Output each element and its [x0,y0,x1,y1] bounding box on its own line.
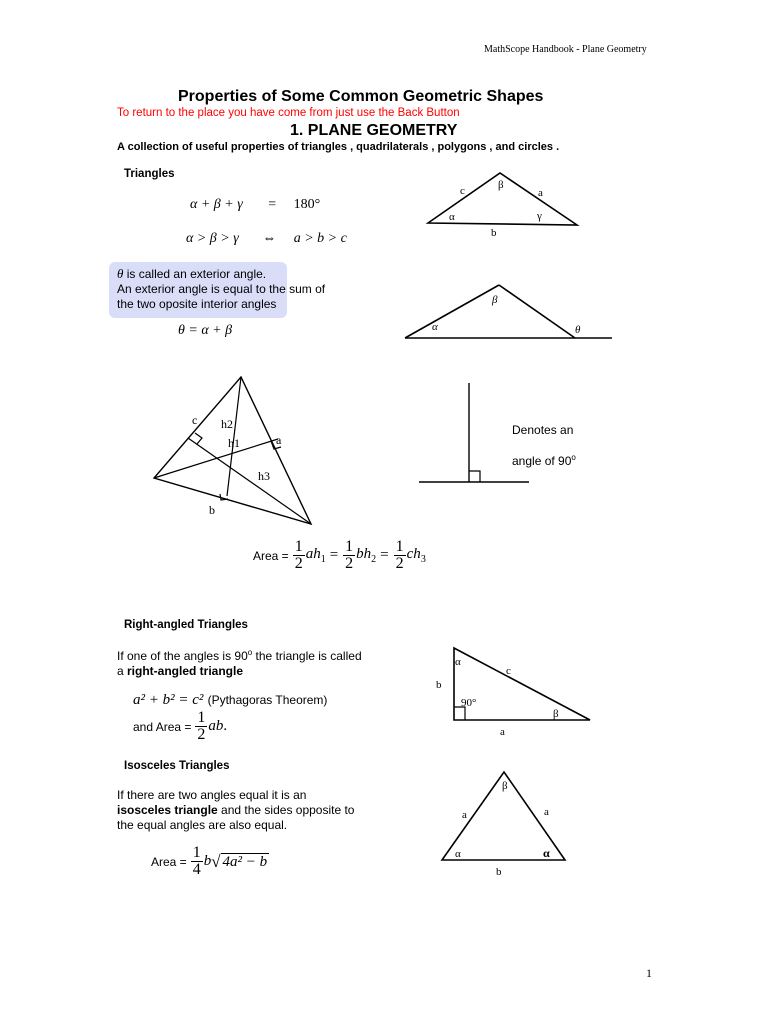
right-angled-area-formula: and Area = $\frac{1}{2}$ ab . [133,709,228,743]
running-header: MathScope Handbook - Plane Geometry [484,44,647,55]
exterior-angle-text: θ is called an exterior angle. An exterior angle is equal to the sum of the two oposite interior angles [117,266,326,311]
label-b-right: b [436,679,442,691]
label-alpha-left-iso: α [455,848,461,860]
exterior-angle-formula: θ = α + β [178,323,233,338]
right-angled-triangle-figure [430,640,600,740]
label-alpha-right-iso: α [543,846,550,860]
label-beta: β [498,179,504,191]
label-b-iso: b [496,866,502,878]
label-alpha: α [449,211,455,223]
exterior-angle-figure [400,280,620,350]
isosceles-text: If there are two angles equal it is an isosceles triangle and the sides opposite to the equal angles are also equal. [117,788,355,832]
label-beta-right: β [553,708,559,720]
right-angled-heading: Right-angled Triangles [124,619,248,631]
label-a: a [538,187,543,199]
label-alpha-right: α [455,656,461,668]
isosceles-heading: Isosceles Triangles [124,760,230,772]
page-number: 1 [646,966,652,980]
label-h3: h3 [258,469,270,483]
label-a-left-iso: a [462,809,467,821]
label-a-alt: a [276,433,282,447]
label-beta-iso: β [502,780,508,792]
right-angle-note: Denotes an angle of 90$^o$ [512,423,576,468]
label-c-right: c [506,665,511,677]
label-alpha-ext: α [432,321,438,333]
pythagoras-formula: a² + b² = c² (Pythagoras Theorem) [133,692,328,708]
angle-sum-formula: α + β + γ = 180° [190,197,321,212]
triangle-figure [420,170,590,240]
page-title: Properties of Some Common Geometric Shapes [178,88,544,105]
label-b-alt: b [209,503,215,517]
altitudes-figure [148,372,328,532]
label-a-right: a [500,726,505,738]
back-button-note: To return to the place you have come from just use the Back Button [117,107,460,119]
label-b: b [491,227,497,239]
isosceles-area-formula: Area = $\frac{1}{4}$ b √ 4a² − b [151,844,268,878]
label-90-right: 90° [461,697,477,709]
label-h1: h1 [228,436,240,450]
angle-order-formula: α > β > γ ⇔ a > b > c [186,231,347,246]
triangle-area-formula: Area = $\frac{1}{2}$ $ah_1$ = $\frac{1}{2}$ $bh_2$ = $\frac{1}{2}$ $ch_3$ [253,538,426,572]
label-h2: h2 [221,417,233,431]
section-heading: 1. PLANE GEOMETRY [290,122,458,139]
label-a-right-iso: a [544,806,549,818]
intro-text: A collection of useful properties of triangles , quadrilaterals , polygons , and circles . [117,141,560,153]
label-c: c [460,185,465,197]
label-theta-ext: θ [575,324,581,336]
label-c-alt: c [192,413,198,427]
label-gamma: γ [537,210,542,222]
label-beta-ext: β [492,294,498,306]
right-angled-text: If one of the angles is 90$^o$ the triangle is called a right-angled triangle [117,648,362,678]
isosceles-triangle-figure [436,765,576,880]
triangles-heading: Triangles [124,168,175,180]
